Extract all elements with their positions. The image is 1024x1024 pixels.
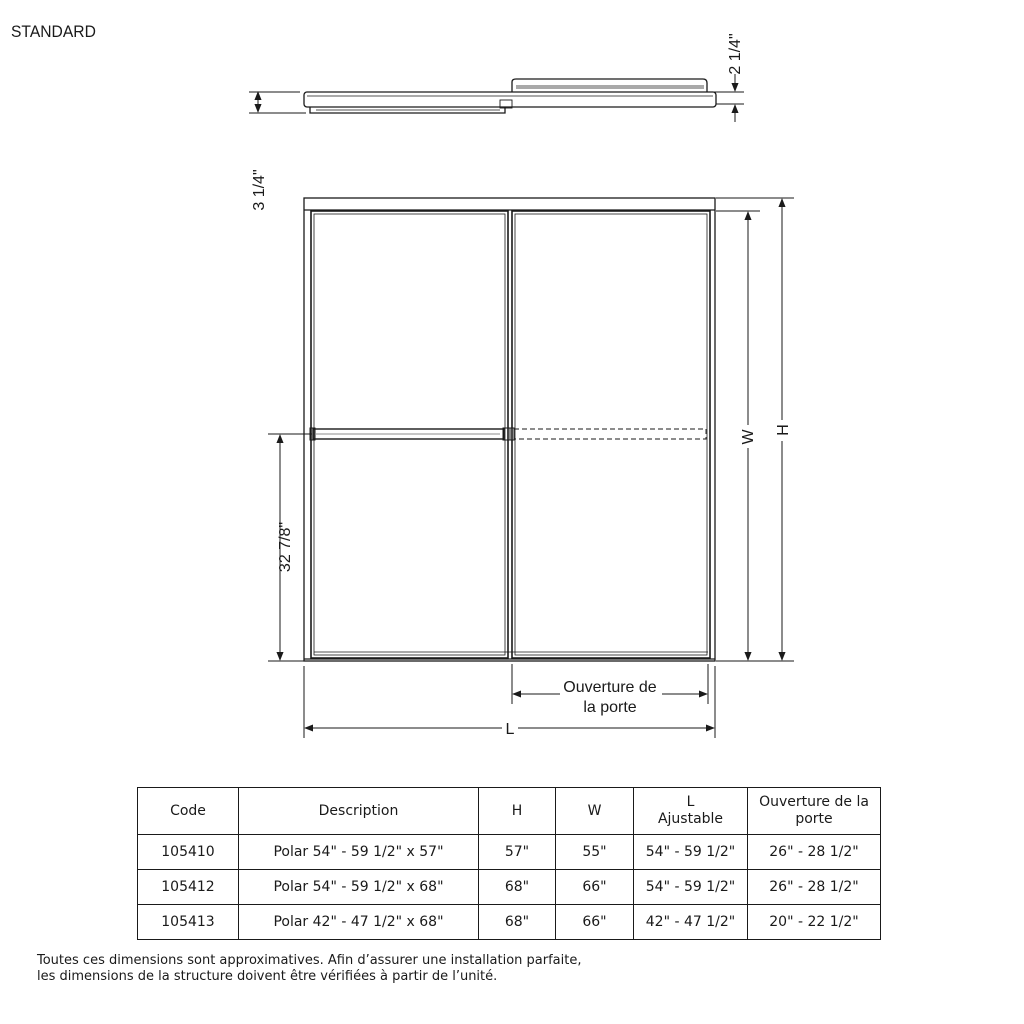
page-title: STANDARD — [11, 22, 96, 41]
cell-opening: 26" - 28 1/2" — [748, 835, 881, 870]
header-opening-line1: Ouverture de la — [759, 794, 869, 810]
door-opening-label-line2: la porte — [583, 699, 637, 716]
left-panel — [311, 211, 508, 658]
towel-bar-height-label: 32 7/8" — [277, 521, 294, 573]
cell-h: 68" — [479, 905, 556, 940]
cell-h: 57" — [479, 835, 556, 870]
cell-opening: 20" - 22 1/2" — [748, 905, 881, 940]
door-opening-label-line1: Ouverture de — [563, 679, 657, 696]
header-h: H — [479, 788, 556, 835]
cell-w: 55" — [556, 835, 634, 870]
h-label: H — [775, 424, 792, 436]
top-view — [304, 79, 716, 113]
table-row — [138, 835, 881, 870]
footnote-line2: les dimensions de la structure doivent être vérifiées à partir de l’unité. — [37, 969, 498, 984]
header-l-line1: L — [686, 794, 695, 810]
footnote-line1: Toutes ces dimensions sont approximatives. Afin d’assurer une installation parfaite, — [37, 953, 582, 968]
cell-l: 54" - 59 1/2" — [634, 870, 748, 905]
cell-code: 105412 — [138, 870, 239, 905]
table-header-row — [138, 788, 881, 835]
depth-label: 3 1/4" — [251, 169, 268, 211]
cell-code: 105410 — [138, 835, 239, 870]
cell-h: 68" — [479, 870, 556, 905]
right-panel — [512, 211, 710, 658]
cell-code: 105413 — [138, 905, 239, 940]
header-opening-line2: porte — [795, 811, 833, 827]
cell-l: 42" - 47 1/2" — [634, 905, 748, 940]
table-row — [138, 870, 881, 905]
top-track — [304, 92, 716, 107]
panel-thickness-dimension — [707, 74, 744, 122]
depth-dimension — [249, 92, 306, 113]
header-l-line2: Ajustable — [657, 811, 724, 827]
w-label: W — [740, 429, 757, 445]
top-panel-outer — [512, 79, 707, 92]
footnote — [37, 953, 581, 985]
cell-l: 54" - 59 1/2" — [634, 835, 748, 870]
panel-thickness-label: 2 1/4" — [727, 33, 744, 75]
spec-table — [137, 787, 881, 940]
cell-w: 66" — [556, 905, 634, 940]
header-w: W — [556, 788, 634, 835]
header-opening — [748, 788, 881, 835]
table-row — [138, 905, 881, 940]
front-view — [304, 198, 715, 661]
l-label: L — [505, 721, 515, 738]
cell-opening: 26" - 28 1/2" — [748, 870, 881, 905]
cell-description: Polar 54" - 59 1/2" x 57" — [239, 835, 479, 870]
header-l — [634, 788, 748, 835]
cell-description: Polar 54" - 59 1/2" x 68" — [239, 870, 479, 905]
towel-bar-hidden — [514, 429, 706, 439]
cell-w: 66" — [556, 870, 634, 905]
header-code: Code — [138, 788, 239, 835]
header-description: Description — [239, 788, 479, 835]
cell-description: Polar 42" - 47 1/2" x 68" — [239, 905, 479, 940]
